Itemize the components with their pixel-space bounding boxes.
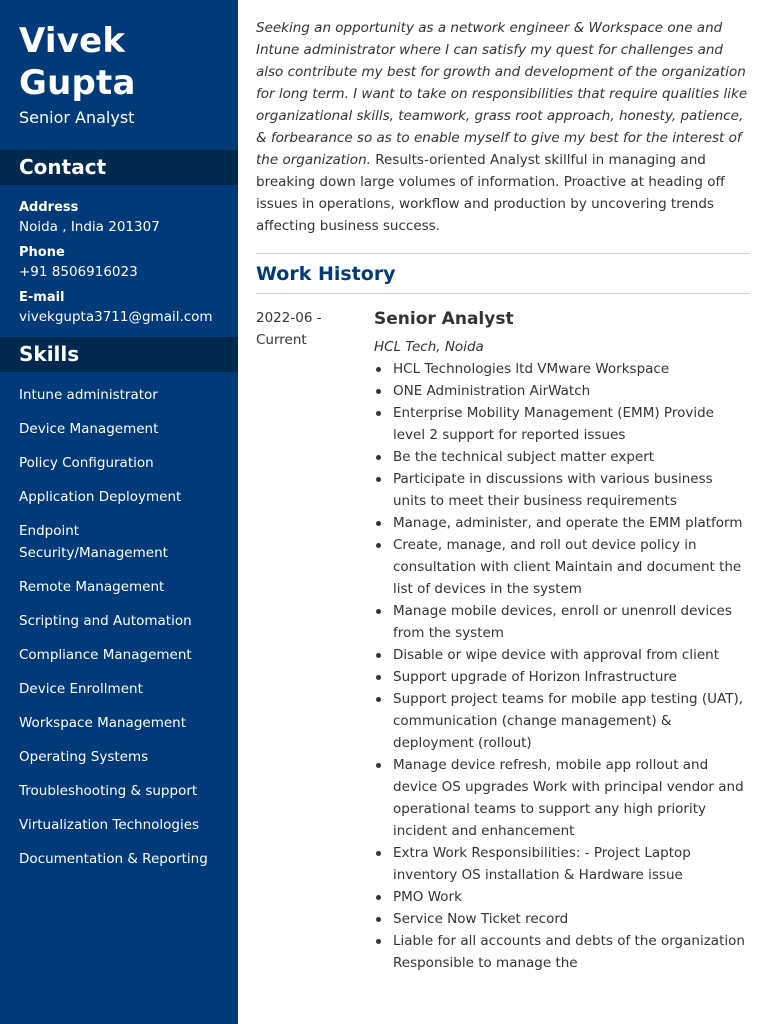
skill-item: Virtualization Technologies [19,817,200,833]
responsibility-item: Manage mobile devices, enroll or unenroll devices from the system [374,600,749,644]
contact-heading: Contact [0,150,238,185]
sidebar [0,0,238,1024]
skill-item: Intune administrator [19,387,158,403]
work-history-heading: Work History [256,263,396,285]
skill-item: Application Deployment [19,489,182,505]
skill-item: Device Enrollment [19,681,143,697]
responsibility-item: Support project teams for mobile app testing (UAT), communication (change management) & deployment (rollout) [374,688,749,754]
address-label: Address [19,200,79,215]
skills-heading: Skills [0,337,238,372]
address-value: Noida , India 201307 [19,219,160,235]
skill-item: Policy Configuration [19,455,154,471]
skill-item: Remote Management [19,579,165,595]
skill-item: Device Management [19,421,159,437]
email-value: vivekgupta3711@gmail.com [19,309,213,325]
responsibility-item: HCL Technologies ltd VMware Workspace [374,358,749,380]
phone-value: +91 8506916023 [19,264,138,280]
responsibility-item: Be the technical subject matter expert [374,446,749,468]
responsibility-item: Extra Work Responsibilities: - Project Laptop inventory OS installation & Hardware issue [374,842,749,886]
responsibility-item: Support upgrade of Horizon Infrastructure [374,666,749,688]
responsibility-item: PMO Work [374,886,749,908]
job-details [374,307,749,974]
responsibility-item: Manage, administer, and operate the EMM platform [374,512,749,534]
job-title: Senior Analyst [19,108,135,127]
phone-label: Phone [19,245,65,260]
main-content [256,0,749,974]
candidate-name [0,0,238,104]
last-name: Gupta [19,63,136,103]
skill-item: Workspace Management [19,715,187,731]
job-dates: 2022-06 - Current [256,310,322,348]
skill-item: Compliance Management [19,647,192,663]
responsibility-item: Create, manage, and roll out device policy in consultation with client Maintain and document the list of devices in the system [374,534,749,600]
summary-profile: Results-oriented Analyst skillful in managing and breaking down large volumes of information. Proactive at heading off issues in operations, workflow and production by uncovering trends affecting business success. [256,152,725,234]
skill-item: Documentation & Reporting [19,851,208,867]
responsibility-item: Service Now Ticket record [374,908,749,930]
skills-list [0,372,238,870]
job-responsibilities [374,358,749,974]
summary-objective: Seeking an opportunity as a network engineer & Workspace one and Intune administrator where I can satisfy my quest for challenges and also contribute my best for growth and development of the organization for long term. I want to take on responsibilities that require qualities like organizational skills, teamwork, grass root approach, honesty, patience, & forbearance so as to enable myself to give my best for the interest of the organization. [256,20,748,168]
skill-item: Scripting and Automation [19,613,192,629]
responsibility-item: Liable for all accounts and debts of the organization Responsible to manage the [374,930,749,974]
skill-item: Operating Systems [19,749,149,765]
email-label: E-mail [19,290,65,305]
responsibility-item: Participate in discussions with various business units to meet their business requirements [374,468,749,512]
skill-item: Troubleshooting & support [19,783,198,799]
first-name: Vivek [19,21,126,61]
profile-summary [256,0,749,237]
responsibility-item: Enterprise Mobility Management (EMM) Provide level 2 support for reported issues [374,402,749,446]
responsibility-item: ONE Administration AirWatch [374,380,749,402]
skill-item: Endpoint Security/Management [19,523,168,561]
job-position: Senior Analyst [374,309,514,329]
responsibility-item: Disable or wipe device with approval from client [374,644,749,666]
contact-section [0,185,238,328]
job-entry [256,294,749,974]
job-company: HCL Tech, Noida [374,339,484,355]
responsibility-item: Manage device refresh, mobile app rollout and device OS upgrades Work with principal vendor and operational teams to support any high priority incident and enhancement [374,754,749,842]
